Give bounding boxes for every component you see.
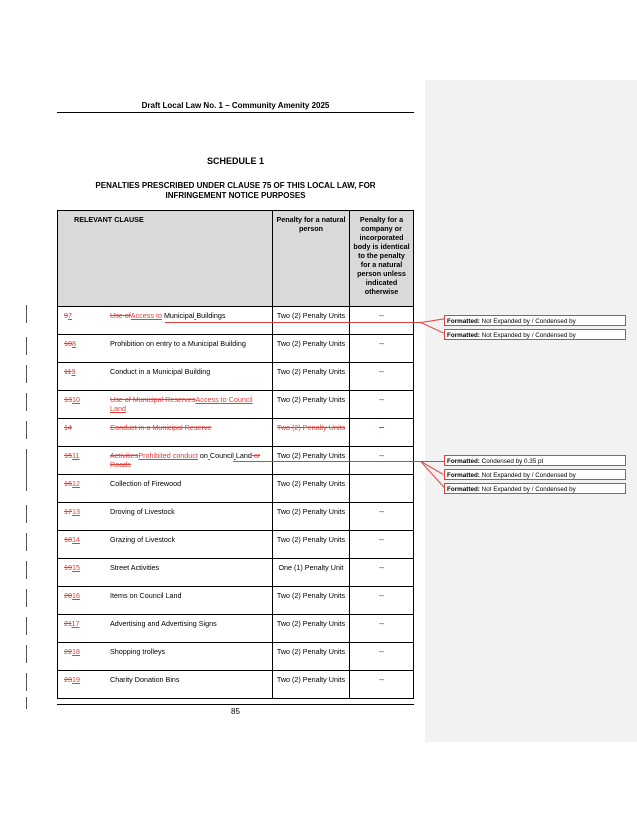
company-penalty: -- xyxy=(350,615,414,643)
company-penalty: -- xyxy=(350,587,414,615)
deleted-clause-number: 11 xyxy=(64,367,72,376)
clause-text: Conduct in a Municipal Building xyxy=(110,367,211,376)
clause-number xyxy=(61,339,110,348)
natural-person-penalty: Two (2) Penalty Units xyxy=(273,671,350,699)
clause-text: Street Activities xyxy=(110,563,160,572)
deleted-clause-number: 14 xyxy=(64,423,72,432)
clause-number xyxy=(61,591,110,600)
clause-title xyxy=(110,563,269,572)
natural-person-penalty: Two (2) Penalty Units xyxy=(273,447,350,475)
company-penalty: -- xyxy=(350,447,414,475)
inserted-clause-number: 9 xyxy=(71,367,76,376)
deleted-clause-number: 9 xyxy=(64,311,68,320)
change-bar xyxy=(26,393,27,411)
clause-title xyxy=(110,451,269,469)
table-row xyxy=(58,391,414,419)
comment-label: Formatted: xyxy=(447,332,480,339)
header-natural-person: Penalty for a natural person xyxy=(273,211,350,307)
clause-cell xyxy=(58,615,273,643)
deleted-clause-number: 10 xyxy=(64,339,72,348)
clause-text: Municipal xyxy=(161,311,195,320)
company-penalty: -- xyxy=(350,307,414,335)
comment-label: Formatted: xyxy=(447,318,480,325)
clause-cell xyxy=(58,503,273,531)
header-rule xyxy=(57,112,414,113)
natural-person-penalty: Two (2) Penalty Units xyxy=(273,587,350,615)
header-company: Penalty for a company or incorporated body is identical to the penalty for a natural person unless indicated otherwise xyxy=(350,211,414,307)
inserted-clause-number: 10 xyxy=(72,395,80,404)
change-bar xyxy=(26,617,27,635)
table-row xyxy=(58,503,414,531)
change-bar xyxy=(26,337,27,355)
comment-label: Formatted: xyxy=(447,472,480,479)
clause-text: Advertising and Advertising Signs xyxy=(110,619,217,628)
change-bar xyxy=(26,365,27,383)
clause-cell xyxy=(58,307,273,335)
natural-person-penalty: Two (2) Penalty Units xyxy=(273,363,350,391)
clause-text: Shopping trolleys xyxy=(110,647,166,656)
natural-person-penalty: Two (2) Penalty Units xyxy=(273,307,350,335)
clause-title xyxy=(110,675,269,684)
comment-label: Formatted: xyxy=(447,486,480,493)
clause-title xyxy=(110,395,269,413)
clause-number xyxy=(61,563,110,572)
table-row xyxy=(58,531,414,559)
running-header: Draft Local Law No. 1 – Community Amenity 2025 xyxy=(141,101,330,110)
comment-text: Not Expanded by / Condensed by xyxy=(481,472,576,479)
clause-cell xyxy=(58,475,273,503)
table-row xyxy=(58,335,414,363)
comment-balloon[interactable] xyxy=(444,483,626,494)
clause-number xyxy=(61,451,110,469)
clause-title xyxy=(110,423,269,432)
clause-cell xyxy=(58,531,273,559)
inserted-text: Access to xyxy=(130,311,162,320)
company-penalty: -- xyxy=(350,335,414,363)
clause-text: on xyxy=(197,451,208,460)
clause-text: Items on Council Land xyxy=(110,591,182,600)
company-penalty: -- xyxy=(350,559,414,587)
inserted-text: Access to Council Land xyxy=(110,395,253,413)
clause-title xyxy=(110,535,269,544)
table-row xyxy=(58,643,414,671)
deleted-clause-number: 13 xyxy=(64,395,72,404)
comment-balloon[interactable] xyxy=(444,455,626,466)
table-row xyxy=(58,671,414,699)
clause-text: Collection of Firewood xyxy=(110,479,182,488)
deleted-text: or Roads xyxy=(110,451,261,469)
change-bar xyxy=(26,697,27,709)
inserted-clause-number: 19 xyxy=(72,675,80,684)
schedule-title: SCHEDULE 1 xyxy=(206,156,264,166)
table-row xyxy=(58,363,414,391)
deleted-text: Conduct in a Municipal Reserve xyxy=(110,423,212,432)
natural-person-penalty: Two (2) Penalty Units xyxy=(273,615,350,643)
change-bar xyxy=(26,305,27,323)
comment-balloon[interactable] xyxy=(444,469,626,480)
deleted-clause-number: 15 xyxy=(64,451,72,460)
clause-number xyxy=(61,367,110,376)
clause-cell xyxy=(58,419,273,447)
inserted-text: Prohibited conduct xyxy=(138,451,198,460)
natural-person-penalty: One (1) Penalty Unit xyxy=(273,559,350,587)
company-penalty: -- xyxy=(350,391,414,419)
inserted-clause-number: 14 xyxy=(72,535,80,544)
clause-title xyxy=(110,339,269,348)
change-bar xyxy=(26,449,27,491)
company-penalty: -- xyxy=(350,363,414,391)
table-row xyxy=(58,615,414,643)
clause-title xyxy=(110,311,269,320)
inserted-clause-number: 12 xyxy=(72,479,80,488)
clause-text: Council xyxy=(209,451,234,460)
footer-rule xyxy=(57,704,414,705)
comment-text: Not Expanded by / Condensed by xyxy=(481,486,576,493)
change-bar xyxy=(26,589,27,607)
clause-title xyxy=(110,479,269,488)
company-penalty: -- xyxy=(350,531,414,559)
table-row xyxy=(58,307,414,335)
change-bar xyxy=(26,561,27,579)
table-row xyxy=(58,559,414,587)
comment-text: Not Expanded by / Condensed by xyxy=(481,332,576,339)
comment-balloon[interactable] xyxy=(444,315,626,326)
comment-leader-line xyxy=(233,461,421,462)
inserted-clause-number: 16 xyxy=(72,591,80,600)
deleted-clause-number: 18 xyxy=(64,535,72,544)
clause-cell xyxy=(58,363,273,391)
clause-cell xyxy=(58,391,273,419)
clause-text: Droving of Livestock xyxy=(110,507,175,516)
header-relevant-clause: RELEVANT CLAUSE xyxy=(58,211,273,307)
clause-title xyxy=(110,647,269,656)
inserted-clause-number: 11 xyxy=(72,451,80,460)
clause-text: Prohibition on entry to a Municipal Building xyxy=(110,339,246,348)
clause-title xyxy=(110,507,269,516)
company-penalty: -- xyxy=(350,503,414,531)
comment-text: Not Expanded by / Condensed by xyxy=(481,318,576,325)
change-bar xyxy=(26,645,27,663)
clause-number xyxy=(61,507,110,516)
natural-person-penalty: Two (2) Penalty Units xyxy=(273,475,350,503)
inserted-clause-number: 18 xyxy=(72,647,80,656)
inserted-clause-number: 13 xyxy=(72,507,80,516)
schedule-subtitle: PENALTIES PRESCRIBED UNDER CLAUSE 75 OF THIS LOCAL LAW, FOR INFRINGEMENT NOTICE PURPOSES xyxy=(95,181,376,200)
inserted-clause-number: 7 xyxy=(68,311,72,320)
natural-person-penalty: Two (2) Penalty Units xyxy=(273,531,350,559)
clause-cell xyxy=(58,559,273,587)
comment-leader-line xyxy=(165,322,421,323)
company-penalty xyxy=(350,475,414,503)
table-header-row xyxy=(58,211,414,307)
deleted-clause-number: 22 xyxy=(64,647,72,656)
clause-number xyxy=(61,675,110,684)
change-bar xyxy=(26,673,27,691)
page-number: 85 xyxy=(231,707,240,716)
clause-cell xyxy=(58,587,273,615)
table-row xyxy=(58,419,414,447)
clause-number xyxy=(61,535,110,544)
company-penalty: -- xyxy=(350,419,414,447)
natural-person-penalty: Two (2) Penalty Units xyxy=(273,419,350,447)
clause-text: Land xyxy=(235,451,252,460)
clause-cell xyxy=(58,335,273,363)
inserted-clause-number: 8 xyxy=(72,339,76,348)
clause-cell xyxy=(58,671,273,699)
comment-pane xyxy=(425,80,637,742)
clause-number xyxy=(61,619,110,628)
deleted-text: Use of xyxy=(110,311,131,320)
deleted-text: Activities xyxy=(110,451,139,460)
deleted-clause-number: 21 xyxy=(64,619,72,628)
deleted-clause-number: 16 xyxy=(64,479,72,488)
company-penalty: -- xyxy=(350,643,414,671)
natural-person-penalty: Two (2) Penalty Units xyxy=(273,335,350,363)
clause-number xyxy=(61,311,110,320)
change-bar xyxy=(26,421,27,439)
deleted-clause-number: 23 xyxy=(64,675,72,684)
deleted-clause-number: 20 xyxy=(64,591,72,600)
table-row xyxy=(58,587,414,615)
deleted-clause-number: 17 xyxy=(64,507,72,516)
inserted-clause-number: 15 xyxy=(72,563,80,572)
clause-number xyxy=(61,647,110,656)
deleted-text: Use of Municipal Reserves xyxy=(110,395,196,404)
change-bar xyxy=(26,533,27,551)
clause-text: Charity Donation Bins xyxy=(110,675,180,684)
table-row xyxy=(58,475,414,503)
comment-balloon[interactable] xyxy=(444,329,626,340)
company-penalty: -- xyxy=(350,671,414,699)
inserted-clause-number: 17 xyxy=(71,619,80,628)
penalty-table xyxy=(57,210,414,699)
natural-person-penalty: Two (2) Penalty Units xyxy=(273,503,350,531)
clause-text: Buildings xyxy=(196,311,226,320)
clause-title xyxy=(110,619,269,628)
natural-person-penalty: Two (2) Penalty Units xyxy=(273,391,350,419)
comment-leader-line xyxy=(421,461,444,462)
change-bar xyxy=(26,505,27,523)
clause-text: Grazing of Livestock xyxy=(110,535,176,544)
clause-title xyxy=(110,591,269,600)
natural-person-penalty: Two (2) Penalty Units xyxy=(273,643,350,671)
clause-number xyxy=(61,395,110,413)
deleted-clause-number: 19 xyxy=(64,563,72,572)
clause-number xyxy=(61,479,110,488)
clause-title xyxy=(110,367,269,376)
clause-number xyxy=(61,423,110,432)
clause-cell xyxy=(58,643,273,671)
comment-label: Formatted: xyxy=(447,458,480,465)
comment-text: Condensed by 0.35 pt xyxy=(481,458,544,465)
